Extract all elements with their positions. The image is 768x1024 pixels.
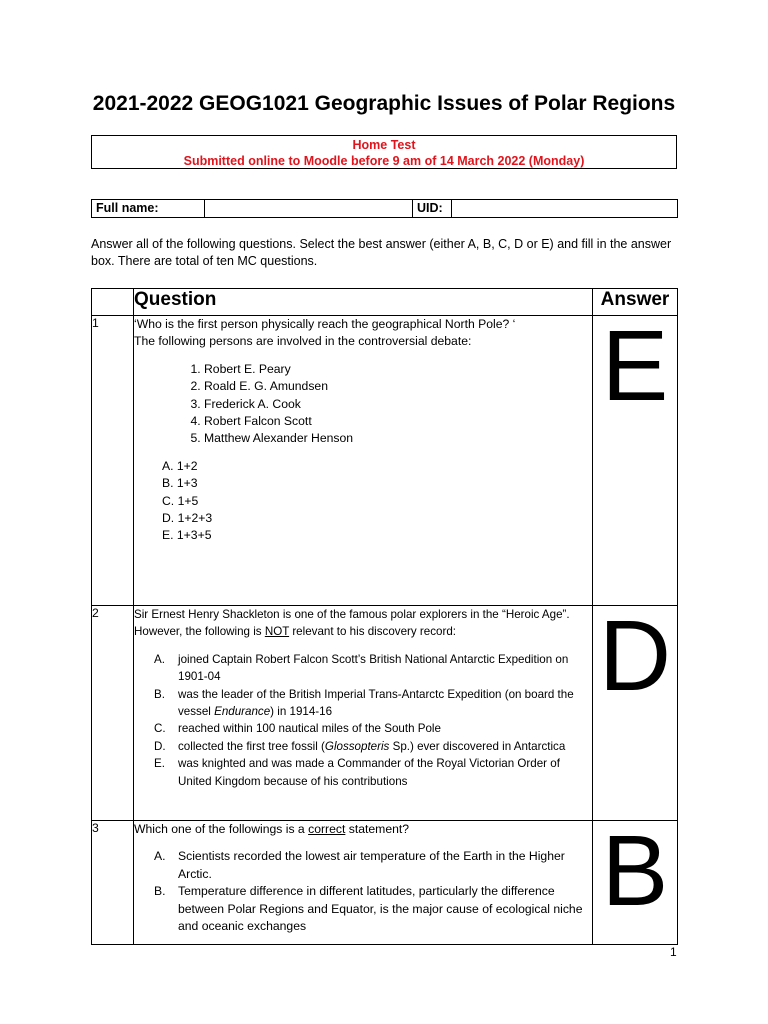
number-header xyxy=(92,289,134,316)
question-row-2 xyxy=(92,606,678,821)
question-1-subprompt: The following persons are involved in the controversial debate: xyxy=(134,334,472,349)
list-item: 3. Frederick A. Cook xyxy=(204,396,592,413)
option-b: B. Temperature difference in different latitudes, particularly the difference between Polar Regions and Equator, is the major cause of ecological niche and oceanic exchanges xyxy=(154,884,583,934)
banner-deadline: Submitted online to Moodle before 9 am of 14 March 2022 (Monday) xyxy=(183,154,585,168)
option-d: D. collected the first tree fossil (Glossopteris Sp.) ever discovered in Antarctica xyxy=(154,739,566,753)
question-number: 2 xyxy=(92,606,134,821)
option-a: A. joined Captain Robert Falcon Scott’s British National Antarctic Expedition on 1901-04 xyxy=(154,652,569,684)
question-header: Question xyxy=(134,289,593,316)
option-b: B. was the leader of the British Imperial Trans-Antarctc Expedition (on board the vessel Endurance) in 1914-16 xyxy=(154,687,574,719)
option-d: D. 1+2+3 xyxy=(162,511,213,526)
question-text xyxy=(134,316,593,606)
full-name-label: Full name: xyxy=(92,200,205,217)
list-item: 4. Robert Falcon Scott xyxy=(204,413,592,430)
student-id-row xyxy=(91,199,678,218)
option-c: C. 1+5 xyxy=(162,493,199,508)
table-header-row xyxy=(92,289,678,316)
uid-label: UID: xyxy=(413,200,452,217)
option-b: B. 1+3 xyxy=(162,476,198,491)
list-item: 5. Matthew Alexander Henson xyxy=(204,430,592,447)
answer-box[interactable] xyxy=(593,310,678,606)
answer-letter: E xyxy=(601,310,669,422)
option-a: A. Scientists recorded the lowest air temperature of the Earth in the Higher Arctic. xyxy=(154,849,565,881)
uid-field[interactable] xyxy=(452,200,677,217)
list-item: 2. Roald E. G. Amundsen xyxy=(204,378,592,395)
list-item: 1. Robert E. Peary xyxy=(204,361,592,378)
question-text xyxy=(134,606,593,821)
answer-options xyxy=(134,848,592,935)
question-row-1 xyxy=(92,316,678,606)
question-3-prompt: Which one of the followings is a correct statement? xyxy=(134,822,410,836)
option-a: A. 1+2 xyxy=(162,458,198,473)
question-number: 1 xyxy=(92,316,134,606)
question-2-subprompt: However, the following is NOT relevant to his discovery record: xyxy=(134,625,456,639)
persons-list xyxy=(134,361,592,448)
answer-options xyxy=(134,458,592,545)
question-row-3 xyxy=(92,821,678,945)
document-title: 2021-2022 GEOG1021 Geographic Issues of Polar Regions xyxy=(92,92,676,115)
answer-options xyxy=(134,651,592,790)
full-name-field[interactable] xyxy=(205,200,413,217)
answer-header: Answer xyxy=(593,289,678,316)
answer-box[interactable] xyxy=(593,600,678,821)
answer-letter: D xyxy=(598,600,672,712)
banner-heading: Home Test xyxy=(352,138,416,152)
option-c: C. reached within 100 nautical miles of the South Pole xyxy=(154,722,441,736)
questions-table xyxy=(91,288,678,945)
question-1-prompt: ‘Who is the first person physically reach the geographical North Pole? ‘ xyxy=(134,317,516,331)
page-number: 1 xyxy=(670,945,677,959)
option-e: E. was knighted and was made a Commander of the Royal Victorian Order of United Kingdom because of his contributions xyxy=(154,757,560,788)
answer-box[interactable] xyxy=(593,815,678,945)
question-2-prompt: Sir Ernest Henry Shackleton is one of the famous polar explorers in the “Heroic Age”. xyxy=(134,608,570,621)
answer-letter: B xyxy=(601,815,669,927)
option-e: E. 1+3+5 xyxy=(162,528,212,543)
question-number: 3 xyxy=(92,821,134,945)
question-text xyxy=(134,821,593,945)
instructions: Answer all of the following questions. Select the best answer (either A, B, C, D or E) and fill in the answer box. There are total of ten MC questions. xyxy=(91,237,672,268)
home-test-banner xyxy=(91,135,677,169)
